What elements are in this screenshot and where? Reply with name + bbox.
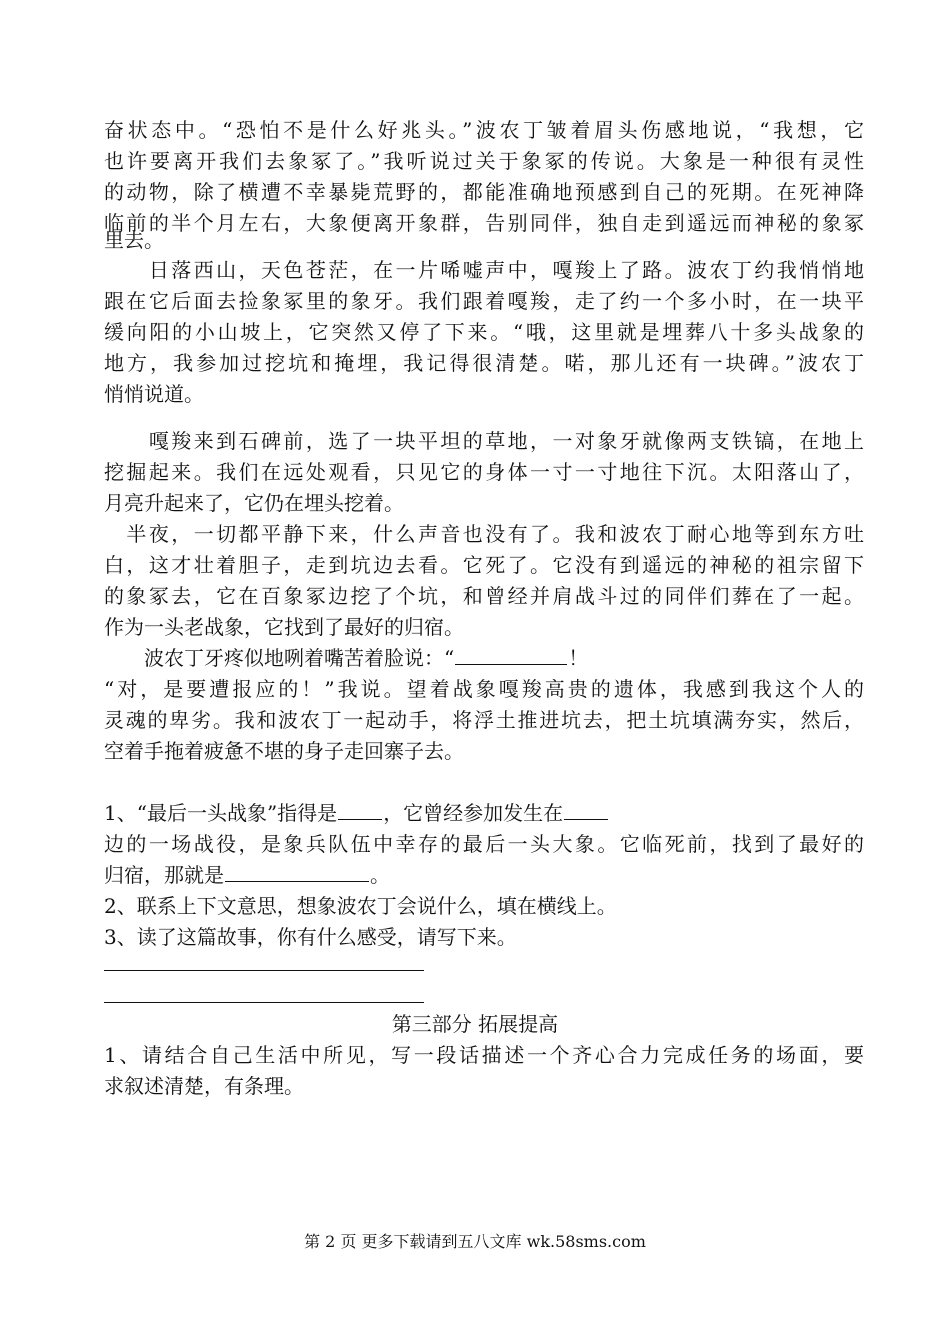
- section-3-question-line: 1、请结合自己生活中所见，写一段话描述一个齐心合力完成任务的场面，要: [104, 1043, 864, 1067]
- question-1-text: 归宿，那就是: [104, 863, 224, 887]
- passage-line: 灵魂的卑劣。我和波农丁一起动手，将浮土推进坑去，把土坑填满夯实，然后，: [104, 708, 864, 732]
- page-footer: 第 2 页 更多下载请到五八文库 wk.58sms.com: [304, 1232, 646, 1251]
- passage-line: 也许要离开我们去象冢了。”我听说过关于象冢的传说。大象是一种很有灵性: [104, 149, 864, 173]
- answer-blank[interactable]: [338, 799, 382, 820]
- passage-line: 半夜，一切都平静下来，什么声音也没有了。我和波农丁耐心地等到东方吐: [104, 522, 864, 546]
- question-1-text: 。: [370, 863, 390, 887]
- passage-line: 地方，我参加过挖坑和掩埋，我记得很清楚。喏，那儿还有一块碑。”波农丁: [104, 351, 864, 375]
- question-3: 3、读了这篇故事，你有什么感受，请写下来。: [104, 925, 517, 949]
- quote-prefix: 波农丁牙疼似地咧着嘴苦着脸说：“: [104, 646, 455, 670]
- section-heading: 第三部分 拓展提高: [391, 1012, 559, 1036]
- answer-blank[interactable]: [564, 799, 608, 820]
- passage-line: 日落西山，天色苍茫，在一片唏嘘声中，嘎羧上了路。波农丁约我悄悄地: [104, 258, 864, 282]
- passage-line: “对，是要遭报应的！”我说。望着战象嘎羧高贵的遗体，我感到我这个人的: [104, 677, 864, 701]
- passage-line: 嘎羧来到石碑前，选了一块平坦的草地，一对象牙就像两支铁镐，在地上: [104, 429, 864, 453]
- question-1-line2: 边的一场战役，是象兵队伍中幸存的最后一头大象。它临死前，找到了最好的: [104, 832, 864, 856]
- section-3-question-line: 求叙述清楚，有条理。: [104, 1074, 304, 1098]
- passage-line: 白，这才壮着胆子，走到坑边去看。它死了。它没有到遥远的神秘的祖宗留下: [104, 553, 864, 577]
- passage-line: 空着手拖着疲惫不堪的身子走回寨子去。: [104, 739, 464, 763]
- passage-line: 跟在它后面去捡象冢里的象牙。我们跟着嘎羧，走了约一个多小时，在一块平: [104, 289, 864, 313]
- question-1-text: 1、“最后一头战象”指得是: [104, 801, 338, 825]
- answer-blank[interactable]: [455, 644, 567, 665]
- answer-blank[interactable]: [225, 861, 369, 882]
- question-2: 2、联系上下文意思，想象波农丁会说什么，填在横线上。: [104, 894, 617, 918]
- passage-line: 挖掘起来。我们在远处观看，只见它的身体一寸一寸地往下沉。太阳落山了，: [104, 460, 864, 484]
- question-1-line3: [104, 861, 864, 889]
- passage-line: 作为一头老战象，它找到了最好的归宿。: [104, 615, 464, 639]
- passage-line: 奋状态中。“恐怕不是什么好兆头。”波农丁皱着眉头伤感地说，“我想，它: [104, 118, 864, 142]
- passage-line: 的象冢去，它在百象冢边挖了个坑，和曾经并肩战斗过的同伴们葬在了一起。: [104, 584, 864, 608]
- question-1-text: ，它曾经参加发生在: [383, 801, 564, 825]
- answer-line[interactable]: [104, 970, 424, 971]
- passage-line: 月亮升起来了，它仍在埋头挖着。: [104, 491, 404, 515]
- answer-line[interactable]: [104, 1002, 424, 1003]
- passage-line: 临前的半个月左右，大象便离开象群，告别同伴，独自走到遥远而神秘的象冢: [104, 211, 864, 235]
- quote-suffix: ！: [568, 646, 589, 670]
- passage-line: 悄悄说道。: [104, 382, 204, 406]
- question-1: [104, 799, 864, 827]
- quote-line: [104, 644, 864, 672]
- passage-line: 的动物，除了横遭不幸暴毙荒野的，都能准确地预感到自己的死期。在死神降: [104, 180, 864, 204]
- passage-line: 缓向阳的小山坡上，它突然又停了下来。“哦，这里就是埋葬八十多头战象的: [104, 320, 864, 344]
- passage-line: 里去。: [104, 228, 164, 252]
